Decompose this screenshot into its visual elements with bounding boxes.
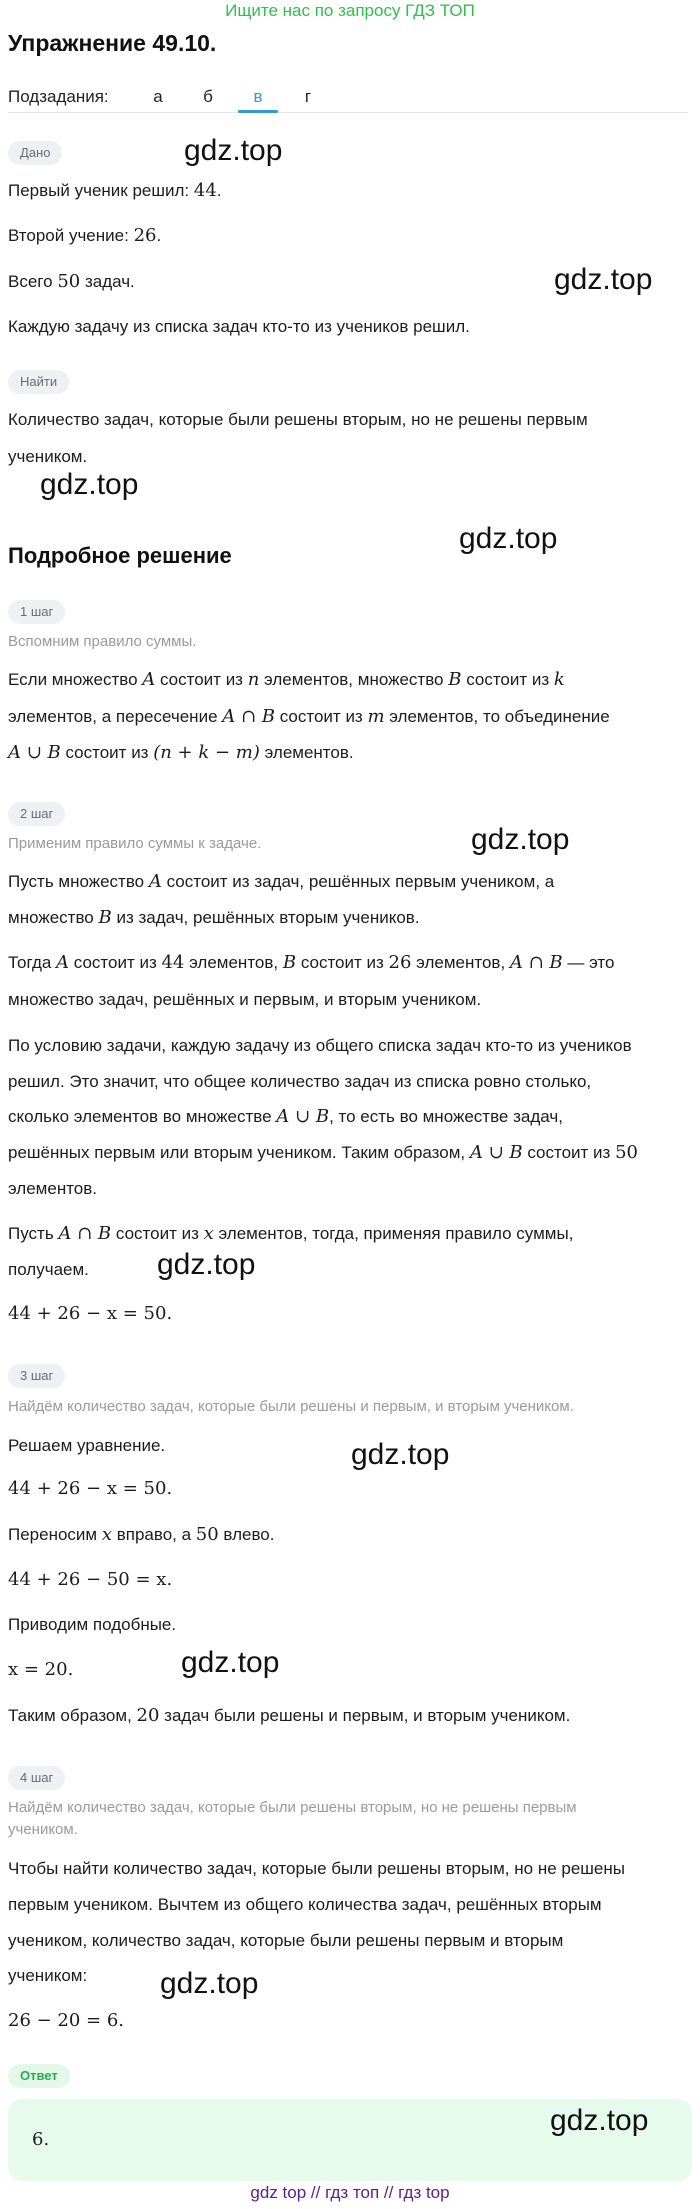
watermark: gdz.top [181, 1646, 280, 1679]
footer-links[interactable]: gdz top // гдз топ // гдз top [250, 2183, 450, 2202]
step-4-hint-2: учеником. [8, 1821, 78, 1838]
step-4-equation: 26 − 20 = 6. [8, 2010, 125, 2031]
step-3-line-3: Приводим подобные. [8, 1615, 177, 1634]
given-line-3: Всего 50 задач. [8, 271, 135, 292]
exercise-title: Упражнение 49.10. [8, 30, 217, 56]
step-2-line-6: решил. Это значит, что общее количество задач из списка ровно столько, [8, 1072, 592, 1091]
given-line-4: Каждую задачу из списка задач кто-то из учеников решил. [8, 317, 470, 336]
step-2-line-11: получаем. [8, 1260, 89, 1279]
step-2-line-10: Пусть A ∩ B состоит из x элементов, тогда, применяя правило суммы, [8, 1223, 574, 1244]
top-banner: Ищите нас по запросу ГДЗ ТОП [225, 1, 475, 20]
subtask-tab-a[interactable]: а [153, 87, 163, 106]
subtask-tab-b[interactable]: б [203, 87, 213, 106]
given-line-1: Первый ученик решил: 44. [8, 180, 222, 201]
subtasks-label: Подзадания: [8, 87, 109, 106]
step-2-pill: 2 шаг [8, 802, 65, 826]
step-3-line-2: Переносим x вправо, а 50 влево. [8, 1524, 275, 1545]
find-pill: Найти [8, 370, 69, 394]
step-4-line-4: учеником: [8, 1966, 88, 1985]
step-2-line-2: множество B из задач, решённых вторым учеников. [8, 907, 420, 928]
step-1-line-2: элементов, а пересечение A ∩ B состоит из m элементов, то объединение [8, 706, 610, 727]
find-line-1: Количество задач, которые были решены вторым, но не решены первым [8, 410, 588, 429]
watermark: gdz.top [471, 823, 570, 856]
step-3-equation-2: 44 + 26 − 50 = x. [8, 1569, 173, 1590]
subtask-tab-v[interactable]: в [253, 87, 263, 106]
watermark: gdz.top [554, 263, 653, 296]
step-2-line-1: Пусть множество A состоит из задач, решённых первым учеником, а [8, 871, 555, 892]
step-4-line-2: первым учеником. Вычтем из общего количества задач, решённых вторым [8, 1895, 602, 1914]
step-1-hint: Вспомним правило суммы. [8, 633, 197, 650]
given-line-2: Второй учение: 26. [8, 225, 162, 246]
step-1-line-3: A ∪ B состоит из (n + k − m) элементов. [8, 742, 354, 763]
step-2-line-5: По условию задачи, каждую задачу из общего списка задач кто-то из учеников [8, 1036, 632, 1055]
find-line-2: учеником. [8, 447, 88, 466]
given-pill: Дано [8, 141, 62, 165]
step-4-hint-1: Найдём количество задач, которые были решены вторым, но не решены первым [8, 1799, 577, 1816]
step-3-pill: 3 шаг [8, 1364, 65, 1388]
solution-title: Подробное решение [8, 543, 232, 568]
watermark: gdz.top [184, 134, 283, 167]
subtask-active-indicator [238, 110, 278, 113]
step-2-hint: Применим правило суммы к задаче. [8, 835, 262, 852]
step-4-pill: 4 шаг [8, 1766, 65, 1790]
step-2-line-3: Тогда A состоит из 44 элементов, B состоит из 26 элементов, A ∩ B — это [8, 952, 615, 973]
answer-pill: Ответ [8, 2064, 70, 2088]
step-4-line-3: учеником, количество задач, которые были решены первым и вторым [8, 1931, 564, 1950]
step-1-line-1: Если множество A состоит из n элементов, множество B состоит из k [8, 669, 565, 690]
step-3-equation-1: 44 + 26 − x = 50. [8, 1478, 173, 1499]
step-2-line-7: сколько элементов во множестве A ∪ B, то есть во множестве задач, [8, 1106, 563, 1127]
step-2-line-8: решённых первым или вторым учеником. Таким образом, A ∪ B состоит из 50 [8, 1142, 638, 1163]
watermark: gdz.top [157, 1248, 256, 1281]
step-2-line-9: элементов. [8, 1179, 98, 1198]
watermark: gdz.top [351, 1438, 450, 1471]
subtasks-bar [8, 83, 688, 113]
step-3-line-4: Таким образом, 20 задач были решены и первым, и вторым учеником. [8, 1705, 571, 1726]
step-1-pill: 1 шаг [8, 600, 65, 624]
step-3-hint: Найдём количество задач, которые были решены и первым, и вторым учеником. [8, 1398, 574, 1415]
step-3-line-1: Решаем уравнение. [8, 1436, 166, 1455]
watermark: gdz.top [459, 522, 558, 555]
step-2-line-4: множество задач, решённых и первым, и вторым учеником. [8, 990, 482, 1009]
step-4-line-1: Чтобы найти количество задач, которые были решены вторым, но не решены [8, 1859, 625, 1878]
watermark: gdz.top [40, 468, 139, 501]
step-3-equation-3: x = 20. [8, 1659, 74, 1680]
answer-value: 6. [32, 2129, 50, 2150]
step-2-equation: 44 + 26 − x = 50. [8, 1303, 173, 1324]
subtask-tab-g[interactable]: г [304, 87, 312, 106]
subtasks-divider [8, 112, 688, 113]
watermark: gdz.top [550, 2104, 649, 2137]
watermark: gdz.top [160, 1967, 259, 2000]
